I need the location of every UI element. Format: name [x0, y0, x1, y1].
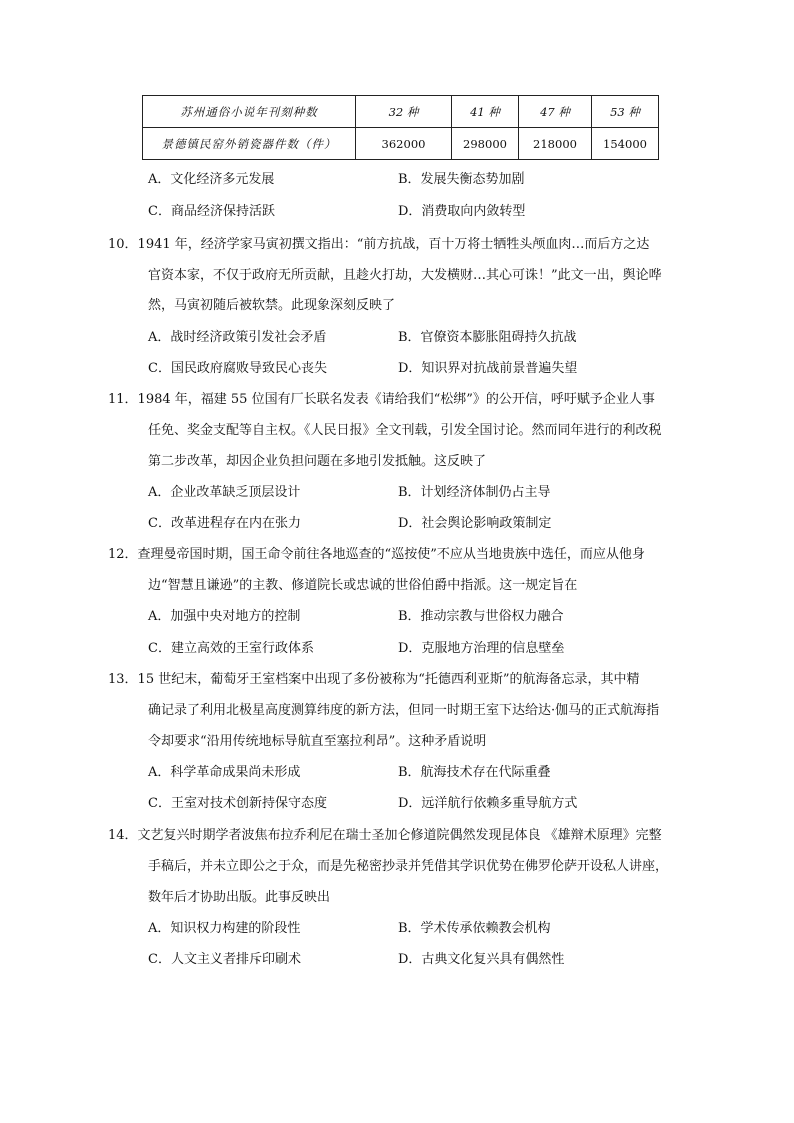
- table-cell: 53 种: [592, 96, 659, 128]
- option-a: A．战时经济政策引发社会矛盾: [148, 330, 327, 345]
- option-a: A．知识权力构建的阶段性: [148, 921, 301, 936]
- option-c: C．改革进程存在内在张力: [148, 516, 301, 531]
- option-a: A．文化经济多元发展: [148, 172, 275, 187]
- table-cell: 41 种: [452, 96, 519, 128]
- option-c: C．国民政府腐败导致民心丧失: [148, 361, 327, 376]
- question-14-line: 14．文艺复兴时期学者波焦布拉乔利尼在瑞士圣加仑修道院偶然发现昆体良 《雄辩术原理》完整: [108, 828, 662, 843]
- table-cell: 32 种: [356, 96, 452, 128]
- option-b: B．官僚资本膨胀阻碍持久抗战: [398, 330, 577, 345]
- row-label: 景德镇民窑外销瓷器件数（件）: [143, 128, 356, 160]
- table-cell: 298000: [452, 128, 519, 160]
- option-c: C．人文主义者排斥印刷术: [148, 952, 301, 967]
- question-14-line: 手稿后，并未立即公之于众，而是先秘密抄录并凭借其学识优势在佛罗伦萨开设私人讲座，: [148, 859, 669, 874]
- option-c: C．建立高效的王室行政体系: [148, 641, 314, 656]
- option-b: B．学术传承依赖教会机构: [398, 921, 551, 936]
- question-10-line: 10．1941 年，经济学家马寅初撰文指出：“前方抗战，百十万将士牺牲头颅血肉…而后方之达: [108, 237, 650, 252]
- option-b: B．航海技术存在代际重叠: [398, 765, 551, 780]
- question-11-line: 11．1984 年，福建 55 位国有厂长联名发表《请给我们“松绑”》的公开信，呼吁赋予企业人事: [108, 392, 655, 407]
- table-row: [143, 128, 659, 160]
- option-b: B．计划经济体制仍占主导: [398, 485, 551, 500]
- option-d: D．远洋航行依赖多重导航方式: [398, 796, 578, 811]
- question-13-line: 13．15 世纪末，葡萄牙王室档案中出现了多份被称为“托德西利亚斯”的航海备忘录，其中精: [108, 672, 640, 687]
- question-11-line: 任免、奖金支配等自主权。《人民日报》全文刊载，引发全国讨论。然而同年进行的利改税: [148, 423, 662, 438]
- table-cell: 47 种: [519, 96, 592, 128]
- question-14-line: 数年后才协助出版。此事反映出: [148, 890, 331, 905]
- option-a: A．科学革命成果尚未形成: [148, 765, 301, 780]
- table-cell: 154000: [592, 128, 659, 160]
- question-13-line: 令却要求“沿用传统地标导航直至塞拉利昂”。这种矛盾说明: [148, 734, 487, 749]
- option-d: D．知识界对抗战前景普遍失望: [398, 361, 578, 376]
- question-13-line: 确记录了利用北极星高度测算纬度的新方法，但同一时期王室下达给达·伽马的正式航海指: [148, 703, 660, 718]
- question-12-line: 12．查理曼帝国时期，国王命令前往各地巡查的“巡按使”不应从当地贵族中选任，而应从他身: [108, 547, 645, 562]
- data-table: [142, 95, 659, 160]
- row-label: 苏州通俗小说年刊刻种数: [143, 96, 356, 128]
- option-d: D．消费取向内敛转型: [398, 204, 526, 219]
- option-c: C．王室对技术创新持保守态度: [148, 796, 327, 811]
- table-cell: 362000: [356, 128, 452, 160]
- option-b: B．推动宗教与世俗权力融合: [398, 609, 564, 624]
- question-12-line: 边“智慧且谦逊”的主教、修道院长或忠诚的世俗伯爵中指派。这一规定旨在: [148, 578, 578, 593]
- option-a: A．加强中央对地方的控制: [148, 609, 301, 624]
- question-11-line: 第二步改革，却因企业负担问题在多地引发抵触。这反映了: [148, 454, 487, 469]
- option-d: D．克服地方治理的信息壁垒: [398, 641, 565, 656]
- option-b: B．发展失衡态势加剧: [398, 172, 525, 187]
- question-10-line: 官资本家，不仅于政府无所贡献，且趁火打劫，大发横财…其心可诛！”此文一出，舆论哗: [148, 268, 662, 283]
- table-row: [143, 96, 659, 128]
- table-cell: 218000: [519, 128, 592, 160]
- option-d: D．古典文化复兴具有偶然性: [398, 952, 565, 967]
- question-10-line: 然，马寅初随后被软禁。此现象深刻反映了: [148, 298, 396, 313]
- option-a: A．企业改革缺乏顶层设计: [148, 485, 301, 500]
- option-d: D．社会舆论影响政策制定: [398, 516, 552, 531]
- option-c: C．商品经济保持活跃: [148, 204, 275, 219]
